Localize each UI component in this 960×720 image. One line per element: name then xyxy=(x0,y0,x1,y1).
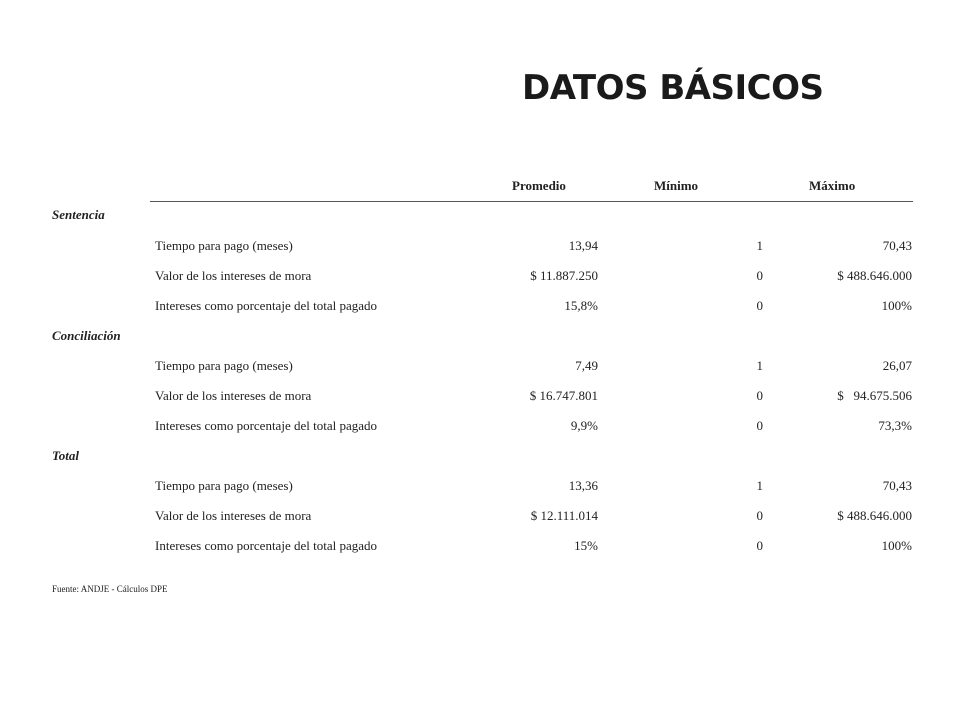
row-max: 73,3% xyxy=(878,418,912,433)
table-row xyxy=(0,538,960,558)
table-row xyxy=(0,358,960,378)
page-title: DATOS BÁSICOS xyxy=(522,68,824,108)
table-row xyxy=(0,268,960,288)
table-row xyxy=(0,388,960,408)
table-row xyxy=(0,238,960,258)
row-min: 0 xyxy=(756,268,763,283)
table-row xyxy=(0,508,960,528)
row-min: 1 xyxy=(756,238,763,253)
table-row xyxy=(0,418,960,438)
row-avg: 15% xyxy=(574,538,598,553)
row-min: 0 xyxy=(756,298,763,313)
source-note: Fuente: ANDJE - Cálculos DPE xyxy=(52,584,168,594)
row-max: $ 488.646.000 xyxy=(837,268,912,283)
column-header-promedio: Promedio xyxy=(512,178,566,193)
column-header-maximo: Máximo xyxy=(809,178,856,193)
row-label: Intereses como porcentaje del total pagado xyxy=(155,298,377,313)
row-label: Intereses como porcentaje del total pagado xyxy=(155,418,377,433)
row-label: Tiempo para pago (meses) xyxy=(155,478,293,493)
row-label: Valor de los intereses de mora xyxy=(155,388,312,403)
table-row xyxy=(0,478,960,498)
row-avg: 7,49 xyxy=(575,358,598,373)
row-avg: $ 16.747.801 xyxy=(529,388,598,403)
row-label: Intereses como porcentaje del total pagado xyxy=(155,538,377,553)
row-min: 0 xyxy=(756,388,763,403)
row-min: 1 xyxy=(756,358,763,373)
table-row xyxy=(0,298,960,318)
section-title-conciliacion: Conciliación xyxy=(52,328,121,343)
row-label: Valor de los intereses de mora xyxy=(155,508,312,523)
row-avg: 9,9% xyxy=(570,418,598,433)
row-min: 0 xyxy=(756,538,763,553)
row-avg: 13,36 xyxy=(568,478,598,493)
row-label: Valor de los intereses de mora xyxy=(155,268,312,283)
row-label: Tiempo para pago (meses) xyxy=(155,238,293,253)
row-max: 100% xyxy=(881,538,912,553)
row-avg: $ 12.111.014 xyxy=(530,508,598,523)
column-header-minimo: Mínimo xyxy=(654,178,699,193)
row-max: 70,43 xyxy=(882,478,912,493)
section-title-sentencia: Sentencia xyxy=(52,207,105,222)
row-max: 70,43 xyxy=(882,238,912,253)
row-max: $ 488.646.000 xyxy=(837,508,912,523)
row-avg: 15,8% xyxy=(564,298,598,313)
row-avg: $ 11.887.250 xyxy=(530,268,598,283)
row-label: Tiempo para pago (meses) xyxy=(155,358,293,373)
section-title-total: Total xyxy=(52,448,79,463)
row-max: 26,07 xyxy=(882,358,912,373)
row-min: 0 xyxy=(756,418,763,433)
header-divider xyxy=(150,201,913,202)
row-min: 0 xyxy=(756,508,763,523)
row-max: 100% xyxy=(881,298,912,313)
row-min: 1 xyxy=(756,478,763,493)
row-max: $ 94.675.506 xyxy=(837,388,912,403)
row-avg: 13,94 xyxy=(568,238,598,253)
